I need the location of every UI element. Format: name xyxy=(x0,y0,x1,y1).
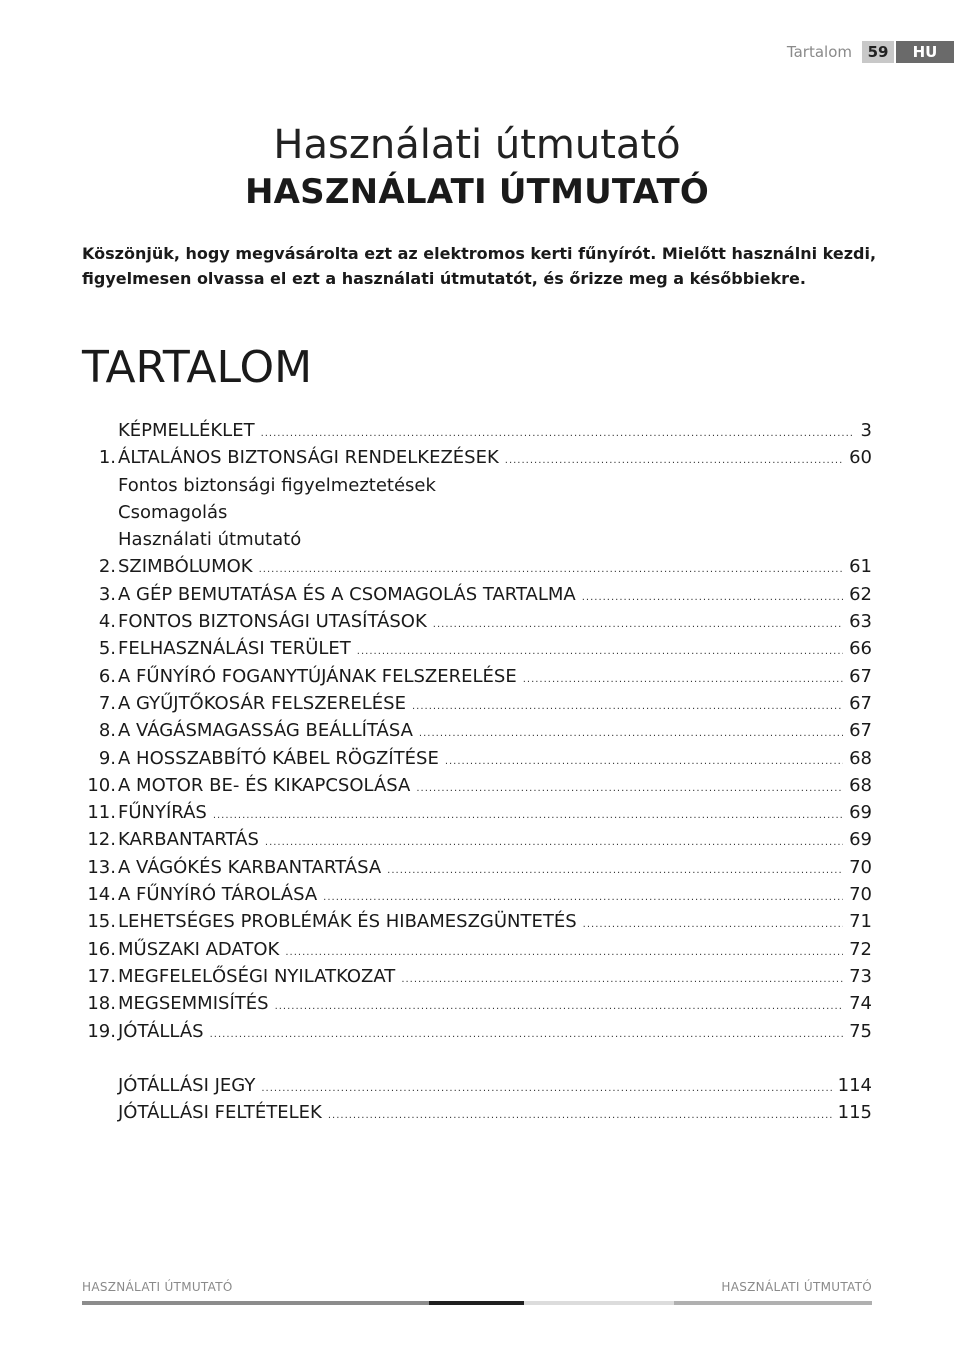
toc-entry[interactable] xyxy=(82,666,872,693)
toc-entry[interactable] xyxy=(82,447,872,474)
toc-entry-title: JÓTÁLLÁSI FELTÉTELEK xyxy=(118,1102,322,1124)
toc-dot-leader xyxy=(523,674,843,685)
toc-dot-leader xyxy=(583,919,843,930)
toc-dot-leader xyxy=(412,701,843,712)
toc-entry[interactable] xyxy=(82,857,872,884)
toc-entry-page: 62 xyxy=(849,583,872,605)
toc-entry[interactable] xyxy=(82,638,872,665)
toc-heading: TARTALOM xyxy=(82,342,313,393)
toc-entry-title: A MOTOR BE- ÉS KIKAPCSOLÁSA xyxy=(118,774,411,796)
toc-entry-title: FŰNYÍRÁS xyxy=(118,802,207,824)
toc-dot-leader xyxy=(261,1083,831,1094)
header-section-label: Tartalom xyxy=(786,43,852,61)
footer-bar-segment xyxy=(429,1301,524,1305)
toc-dot-leader xyxy=(505,455,843,466)
toc-entry-page: 66 xyxy=(849,638,872,660)
toc-entry[interactable] xyxy=(82,966,872,993)
toc-entry-title: LEHETSÉGES PROBLÉMÁK ÉS HIBAMESZGÜNTETÉS xyxy=(118,911,577,933)
toc-entry-page: 74 xyxy=(849,993,872,1015)
page-title-light: Használati útmutató xyxy=(273,122,681,168)
toc-entry-number: 13. xyxy=(87,856,116,878)
footer-bar-segment xyxy=(674,1301,872,1305)
header-page-number: 59 xyxy=(862,41,894,63)
toc-entry[interactable] xyxy=(82,1102,872,1129)
footer-bar-segment xyxy=(524,1301,674,1305)
toc-entry-page: 72 xyxy=(849,938,872,960)
toc-entry-page: 68 xyxy=(849,747,872,769)
toc-entry[interactable] xyxy=(82,720,872,747)
toc-entry-title: MŰSZAKI ADATOK xyxy=(118,938,280,960)
toc-entry-title: JÓTÁLLÁS xyxy=(118,1020,204,1042)
toc-dot-leader xyxy=(323,892,843,903)
toc-dot-leader xyxy=(401,974,843,985)
toc-entry-number: 9. xyxy=(98,747,116,769)
toc-entry-title: Fontos biztonsági figyelmeztetések xyxy=(118,474,436,496)
toc-entry-number: 6. xyxy=(98,665,116,687)
footer-bar-segment xyxy=(82,1301,429,1305)
toc-dot-leader xyxy=(582,592,843,603)
toc-entry-title: MEGSEMMISÍTÉS xyxy=(118,993,269,1015)
toc-entry-title: Használati útmutató xyxy=(118,529,302,551)
toc-entry-page: 115 xyxy=(837,1102,872,1124)
toc-entry-number: 12. xyxy=(87,829,116,851)
toc-entry-page: 75 xyxy=(849,1020,872,1042)
toc-entry[interactable] xyxy=(82,611,872,638)
toc-entry-title: Csomagolás xyxy=(118,501,228,523)
toc-entry-page: 67 xyxy=(849,665,872,687)
toc-entry-title: FONTOS BIZTONSÁGI UTASÍTÁSOK xyxy=(118,611,427,633)
toc-entry-number: 2. xyxy=(98,556,116,578)
toc-dot-leader xyxy=(387,865,843,876)
toc-entry-number: 8. xyxy=(98,720,116,742)
toc-entry-title: A HOSSZABBÍTÓ KÁBEL RÖGZÍTÉSE xyxy=(118,747,439,769)
toc-entry[interactable] xyxy=(82,693,872,720)
toc-entry-title: A FŰNYÍRÓ TÁROLÁSA xyxy=(118,884,318,906)
toc-entry-number: 15. xyxy=(87,911,116,933)
footer-right-label: HASZNÁLATI ÚTMUTATÓ xyxy=(721,1280,872,1294)
page-header xyxy=(787,41,954,63)
page-title-bold: HASZNÁLATI ÚTMUTATÓ xyxy=(244,172,710,212)
toc-entry-title: ÁLTALÁNOS BIZTONSÁGI RENDELKEZÉSEK xyxy=(118,447,499,469)
toc-entry-title: MEGFELELŐSÉGI NYILATKOZAT xyxy=(118,965,396,987)
toc-entry-page: 73 xyxy=(849,965,872,987)
toc-dot-leader xyxy=(328,1110,832,1121)
toc-dot-leader xyxy=(445,756,843,767)
toc-entry-page: 68 xyxy=(849,774,872,796)
toc-entry-number: 19. xyxy=(87,1020,116,1042)
toc-entry-page: 3 xyxy=(860,420,872,441)
footer-bar xyxy=(82,1301,872,1305)
toc-entry-page: 61 xyxy=(849,556,872,578)
table-of-contents xyxy=(82,420,872,1129)
toc-entry-number: 4. xyxy=(98,611,116,633)
toc-dot-leader xyxy=(419,728,843,739)
toc-entry-number: 7. xyxy=(98,692,116,714)
toc-entry[interactable] xyxy=(82,802,872,829)
toc-entry[interactable] xyxy=(82,584,872,611)
toc-entry-title: FELHASZNÁLÁSI TERÜLET xyxy=(118,638,351,660)
toc-entry[interactable] xyxy=(82,1075,872,1102)
toc-entry-number: 1. xyxy=(98,447,116,469)
toc-entry-page: 67 xyxy=(849,720,872,742)
toc-entry[interactable] xyxy=(82,775,872,802)
toc-dot-leader xyxy=(433,619,843,630)
toc-entry-title: A VÁGÁSMAGASSÁG BEÁLLÍTÁSA xyxy=(118,720,413,742)
toc-entry-page: 63 xyxy=(849,611,872,633)
toc-dot-leader xyxy=(261,428,855,439)
toc-entry[interactable] xyxy=(82,529,872,556)
toc-entry-page: 70 xyxy=(849,884,872,906)
toc-entry-number: 18. xyxy=(87,993,116,1015)
toc-entry-page: 69 xyxy=(849,802,872,824)
toc-dot-leader xyxy=(357,646,843,657)
toc-entry[interactable] xyxy=(82,993,872,1020)
toc-entry[interactable] xyxy=(82,556,872,583)
toc-entry-number: 11. xyxy=(87,802,116,824)
toc-entry-title: A VÁGÓKÉS KARBANTARTÁSA xyxy=(118,856,382,878)
toc-entry-title: KÉPMELLÉKLET xyxy=(118,420,255,441)
toc-dot-leader xyxy=(275,1001,844,1012)
header-language-badge: HU xyxy=(896,41,954,63)
toc-entry[interactable] xyxy=(82,1021,872,1048)
toc-entry[interactable] xyxy=(82,420,872,447)
toc-entry[interactable] xyxy=(82,884,872,911)
toc-entry-page: 60 xyxy=(849,447,872,469)
toc-entry[interactable] xyxy=(82,475,872,502)
toc-dot-leader xyxy=(259,564,843,575)
toc-entry-number: 14. xyxy=(87,884,116,906)
toc-entry[interactable] xyxy=(82,502,872,529)
toc-entry-title: KARBANTARTÁS xyxy=(118,829,259,851)
toc-dot-leader xyxy=(285,947,843,958)
toc-entry[interactable] xyxy=(82,939,872,966)
toc-entry-title: A GYŰJTŐKOSÁR FELSZERELÉSE xyxy=(118,692,406,714)
toc-entry-title: SZIMBÓLUMOK xyxy=(118,556,253,578)
toc-entry-page: 71 xyxy=(849,911,872,933)
toc-entry-title: JÓTÁLLÁSI JEGY xyxy=(118,1074,256,1096)
toc-entry-page: 67 xyxy=(849,692,872,714)
toc-entry[interactable] xyxy=(82,829,872,856)
toc-entry[interactable] xyxy=(82,911,872,938)
toc-dot-leader xyxy=(416,783,843,794)
toc-entry-number: 17. xyxy=(87,965,116,987)
toc-entry-number: 5. xyxy=(98,638,116,660)
intro-paragraph: Köszönjük, hogy megvásárolta ezt az elektromos kerti fűnyírót. Mielőtt használni kezdi, figyelmesen olvassa el ezt a használati útmutatót, és őrizze meg a későbbiekre. xyxy=(82,244,877,288)
toc-entry-page: 69 xyxy=(849,829,872,851)
toc-entry-title: A FŰNYÍRÓ FOGANYTÚJÁNAK FELSZERELÉSE xyxy=(118,665,517,687)
toc-dot-leader xyxy=(265,837,843,848)
toc-entry-number: 10. xyxy=(87,774,116,796)
toc-entry-page: 114 xyxy=(837,1074,872,1096)
toc-entry-title: A GÉP BEMUTATÁSA ÉS A CSOMAGOLÁS TARTALMA xyxy=(118,583,576,605)
toc-entry-page: 70 xyxy=(849,856,872,878)
footer-left-label: HASZNÁLATI ÚTMUTATÓ xyxy=(82,1280,233,1294)
toc-entry-number: 16. xyxy=(87,938,116,960)
toc-entry[interactable] xyxy=(82,748,872,775)
toc-entry-number: 3. xyxy=(98,583,116,605)
toc-dot-leader xyxy=(213,810,843,821)
toc-dot-leader xyxy=(210,1029,843,1040)
